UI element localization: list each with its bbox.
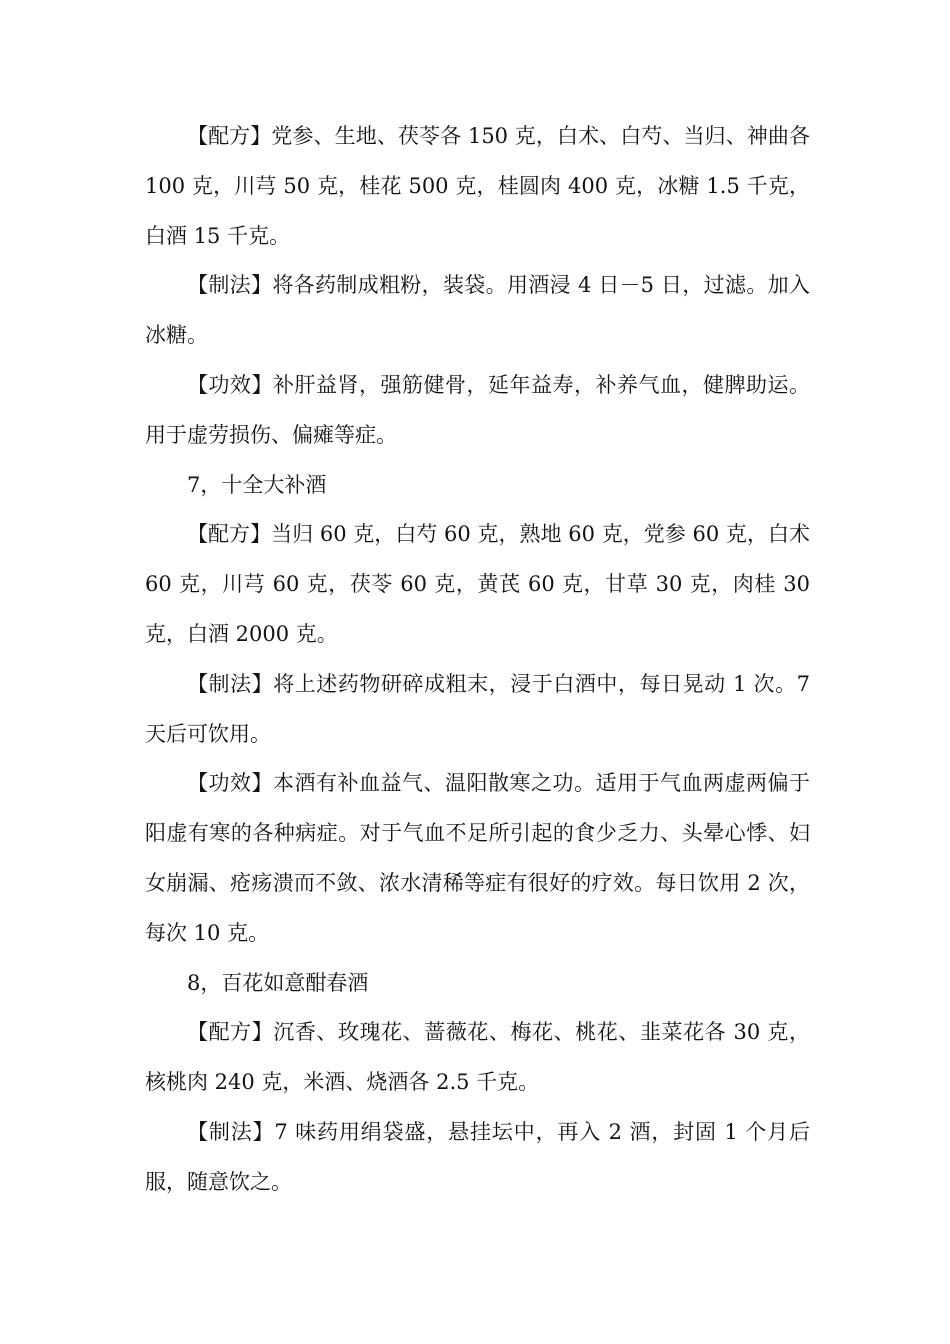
- paragraph-recipe-effect-6: 【功效】补肝益肾，强筋健骨，延年益寿，补养气血，健脾助运。用于虚劳损伤、偏瘫等症。: [145, 372, 810, 447]
- paragraph-recipe-method-6: 【制法】将各药制成粗粉，装袋。用酒浸 4 日－5 日，过滤。加入冰糖。: [145, 273, 810, 348]
- paragraph-recipe-ingredients-8: 【配方】沉香、玫瑰花、蔷薇花、梅花、桃花、韭菜花各 30 克，核桃肉 240 克，米酒、烧酒各 2.5 千克。: [145, 1020, 810, 1095]
- section-heading-8: 8，百花如意酣春酒: [187, 970, 369, 995]
- document-body: [145, 112, 810, 1208]
- paragraph-recipe-method-7: 【制法】将上述药物研碎成粗末，浸于白酒中，每日晃动 1 次。7 天后可饮用。: [145, 671, 810, 746]
- paragraph-recipe-ingredients-6: 【配方】党参、生地、茯苓各 150 克，白术、白芍、当归、神曲各 100 克，川芎 50 克，桂花 500 克，桂圆肉 400 克，冰糖 1.5 千克，白酒 15 千克。: [145, 124, 810, 248]
- section-heading-7: 7，十全大补酒: [187, 472, 327, 497]
- paragraph-recipe-effect-7: 【功效】本酒有补血益气、温阳散寒之功。适用于气血两虚两偏于阳虚有寒的各种病症。对于气血不足所引起的食少乏力、头晕心悸、妇女崩漏、疮疡溃而不敛、浓水清稀等症有很好的疗效。每日饮用 2 次，每次 10 克。: [145, 771, 810, 945]
- paragraph-recipe-ingredients-7: 【配方】当归 60 克，白芍 60 克，熟地 60 克，党参 60 克，白术 60 克，川芎 60 克，茯苓 60 克，黄芪 60 克，甘草 30 克，肉桂 30 克，白酒 2000 克。: [145, 522, 810, 646]
- paragraph-recipe-method-8: 【制法】7 味药用绢袋盛，悬挂坛中，再入 2 酒，封固 1 个月后服，随意饮之。: [145, 1119, 810, 1194]
